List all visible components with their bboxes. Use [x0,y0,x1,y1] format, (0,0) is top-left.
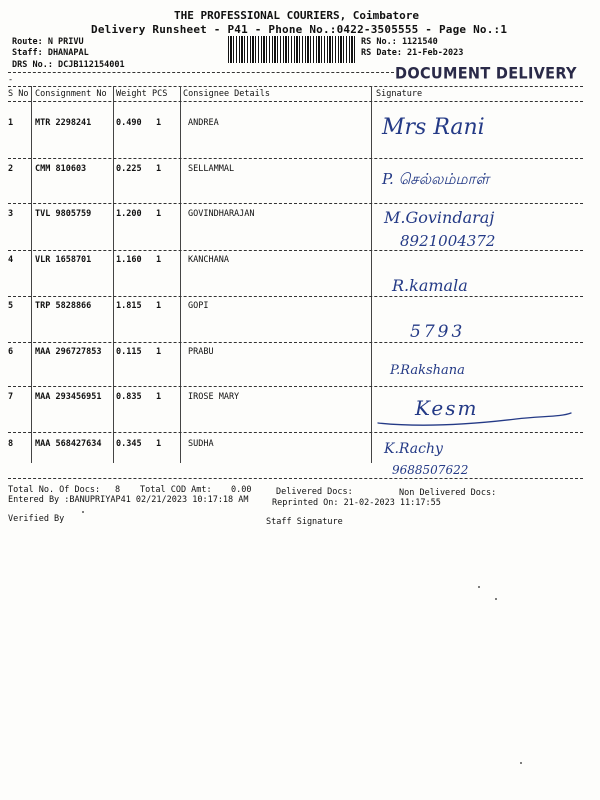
row-divider [8,432,583,433]
col-header-sno: S No [8,89,29,99]
row-sno: 6 [8,347,14,357]
signature-underline-stroke [376,405,576,435]
route-text: Route: N PRIVU [12,37,84,47]
row-pcs: 1 [156,255,162,265]
row-sno: 1 [8,118,14,128]
row-consignee: GOVINDHARAJAN [188,209,255,219]
signature-handwriting: K.Rachy [384,441,443,457]
scan-speck [82,511,84,513]
row-consignment: MAA 293456951 [35,392,102,402]
row-pcs: 1 [156,347,162,357]
row-consignee: IROSE MARY [188,392,240,402]
row-sno: 5 [8,301,14,311]
signature-handwriting: Mrs Rani [382,115,485,140]
row-weight: 0.225 [116,164,142,174]
row-consignment: MAA 568427634 [35,439,102,449]
row-consignee: SUDHA [188,439,214,449]
row-weight: 1.200 [116,209,142,219]
verified-by: Verified By [8,514,65,524]
header-row-divider [8,101,583,102]
row-divider [8,250,583,251]
total-cod-value: 0.00 [231,485,252,495]
row-divider [8,342,583,343]
row-consignment: MAA 296727853 [35,347,102,357]
non-delivered-docs-label: Non Delivered Docs: [399,488,497,498]
row-weight: 0.345 [116,439,142,449]
delivered-docs-label: Delivered Docs: [276,487,353,497]
total-docs-label: Total No. Of Docs: [8,485,101,495]
signature-handwriting: 5793 [410,322,466,342]
row-pcs: 1 [156,118,162,128]
row-consignment: TRP 5828866 [35,301,92,311]
row-divider [8,158,583,159]
row-sno: 3 [8,209,14,219]
row-divider [8,296,583,297]
row-pcs: 1 [156,392,162,402]
scan-speck [478,586,480,588]
row-consignment: VLR 1658701 [35,255,92,265]
col-header-signature: Signature [376,89,423,99]
row-pcs: 1 [156,209,162,219]
signature-handwriting: R.kamala [392,276,468,295]
row-sno: 7 [8,392,14,402]
rs-number: RS No.: 1121540 [361,37,438,47]
row-pcs: 1 [156,439,162,449]
scan-speck [520,762,522,764]
column-divider [31,86,32,463]
column-divider [180,86,181,463]
row-weight: 1.815 [116,301,142,311]
col-header-consignment: Consignment No [35,89,107,99]
signature-handwriting: M.Govindaraj [384,208,495,227]
row-consignee: GOPI [188,301,209,311]
row-sno: 4 [8,255,14,265]
column-divider [113,86,114,463]
row-weight: 0.490 [116,118,142,128]
signature-phone: 8921004372 [400,232,496,250]
row-sno: 2 [8,164,14,174]
row-consignment: CMM 810603 [35,164,87,174]
document-delivery-stamp: DOCUMENT DELIVERY [395,65,577,83]
signature-handwriting: P. செல்லம்மாள் [382,170,489,188]
table-bottom-border [8,478,583,479]
row-divider [8,386,583,387]
row-weight: 1.160 [116,255,142,265]
row-divider [8,203,583,204]
company-name: THE PROFESSIONAL COURIERS, Coimbatore [174,9,420,22]
reprinted-on: Reprinted On: 21-02-2023 11:17:55 [272,498,441,508]
runsheet-title: Delivery Runsheet - P41 - Phone No.:0422-3505555 - Page No.:1 [91,23,508,36]
corner-mark: - [8,75,14,85]
barcode [228,36,355,63]
row-consignee: SELLAMMAL [188,164,235,174]
row-consignment: TVL 9805759 [35,209,92,219]
row-consignee: PRABU [188,347,214,357]
row-consignee: ANDREA [188,118,219,128]
row-weight: 0.835 [116,392,142,402]
rs-date: RS Date: 21-Feb-2023 [361,48,464,58]
scan-speck [495,598,497,600]
total-cod-label: Total COD Amt: [140,485,212,495]
col-header-consignee: Consignee Details [183,89,270,99]
staff-signature: Staff Signature [266,517,343,527]
header-divider [8,72,394,73]
entered-by: Entered By :BANUPRIYAP41 02/21/2023 10:17:18 AM [8,495,249,505]
row-consignment: MTR 2298241 [35,118,92,128]
table-top-border [8,86,583,87]
staff-text: Staff: DHANAPAL [12,48,89,58]
row-sno: 8 [8,439,14,449]
signature-handwriting: Kesm [415,396,479,420]
signature-phone: 9688507622 [392,463,469,477]
row-pcs: 1 [156,164,162,174]
column-divider [371,86,372,463]
row-pcs: 1 [156,301,162,311]
col-header-pcs: PCS [152,89,168,99]
row-weight: 0.115 [116,347,142,357]
col-header-weight: Weight [116,89,147,99]
drs-number: DRS No.: DCJB112154001 [12,60,125,70]
row-consignee: KANCHANA [188,255,229,265]
total-docs-value: 8 [115,485,121,495]
signature-handwriting: P.Rakshana [390,363,465,378]
